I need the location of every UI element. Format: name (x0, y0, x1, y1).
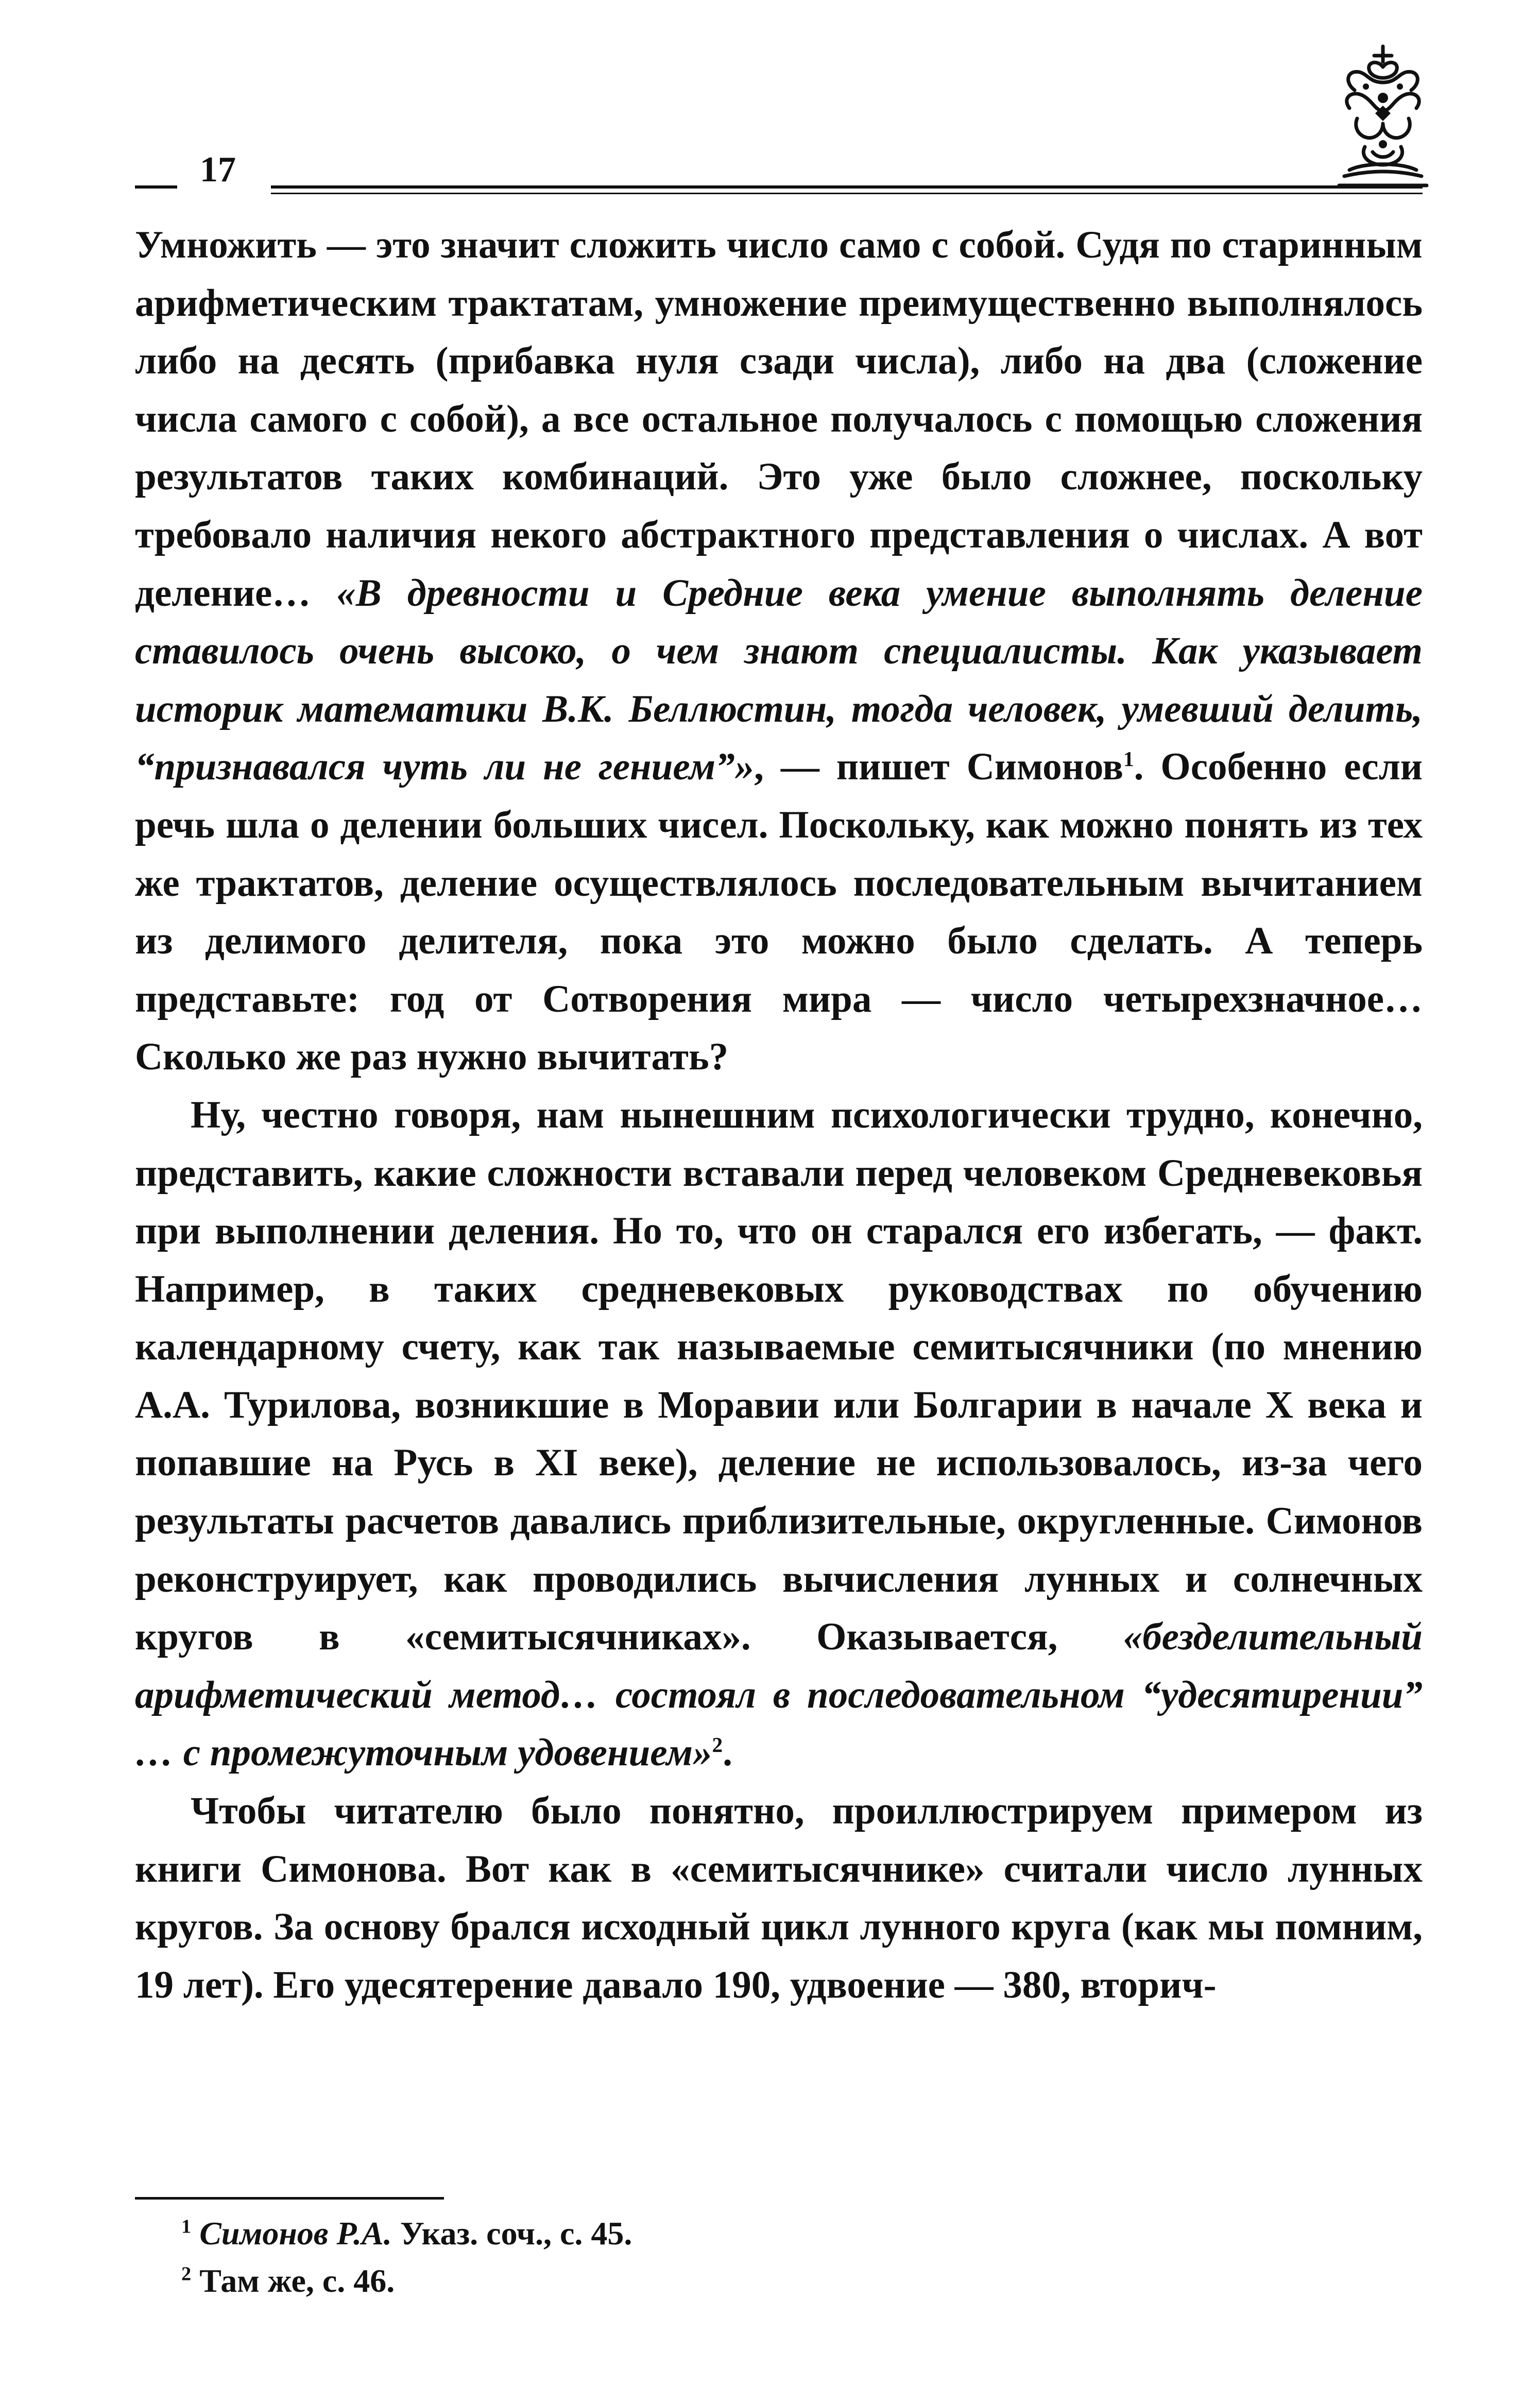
footnote-mark: 1 (181, 2216, 192, 2238)
footnote-ref: 1 (1123, 747, 1134, 771)
footnote-separator (135, 2197, 444, 2200)
paragraph-text: . Особенно если речь шла о делении больших чисел. Поскольку, как можно понять из тех же трактатов, деление осуществлялось последовательным вычитанием из делимого делителя, пока это можно было сделать. А теперь представьте: год от Сотворения мира — число четырехзначное… Сколько же раз нужно вычитать? (135, 745, 1423, 1079)
quotation-text: «безделительный арифметический метод… состоял в последовательном “удесятирении” … с промежуточным удовением» (135, 1615, 1423, 1775)
paragraph-text: Умножить — это значит сложить число само с собой. Судя по старинным арифметическим трактатам, умножение преимущественно выполнялось либо на десять (прибавка нуля сзади числа), либо на два (сложение числа самого с собой), а все остальное получалось с помощью сложения результатов таких комбинаций. Это уже было сложнее, поскольку требовало наличия некого абстрактного представления о числах. А вот деление… (135, 224, 1423, 615)
footnote-ref: 2 (712, 1733, 723, 1757)
header-rule (271, 185, 1423, 189)
footnote-mark: 2 (181, 2263, 192, 2285)
paragraph-text: Чтобы читателю было понятно, проиллюстрируем примером из книги Симонова. Вот как в «семитысячнике» считали число лунных кругов. За основу брался исходный цикл лунного круга (как мы помним, 19 лет). Его удесятерение давало 190, удвоение — 380, вторич- (135, 1790, 1423, 2006)
footnotes (181, 2210, 1417, 2305)
footnote (181, 2210, 1417, 2257)
footnote (181, 2257, 1417, 2305)
header-rule-thin (271, 193, 1423, 194)
footnote-text: Указ. соч., с. 45. (391, 2215, 632, 2252)
body-text (135, 216, 1423, 2014)
footnote-text: Там же, с. 46. (199, 2262, 395, 2299)
header-lead-rule (135, 185, 177, 189)
ornament-icon (1334, 41, 1432, 196)
paragraph (135, 1086, 1423, 1782)
footnote-author: Симонов Р.А. (199, 2215, 392, 2252)
paragraph-text: . (723, 1731, 732, 1775)
paragraph (135, 1782, 1423, 2014)
paragraph (135, 216, 1423, 1086)
quotation-text: «В древности и Средние века умение выполнять деление ставилось очень высоко, о чем знают специалисты. Как указывает историк математики В.К. Беллюстин, тогда человек, умевший делить, “признавался чуть ли не гением”» (135, 571, 1423, 789)
paragraph-text: , — пишет Симонов (754, 745, 1124, 789)
paragraph-text: Ну, честно говоря, нам нынешним психологически трудно, конечно, представить, какие сложности вставали перед человеком Средневековья при выполнении деления. Но то, что он старался его избегать, — факт. Например, в таких средневековых руководствах по обучению календарному счету, как так называемые семитысячники (по мнению А.А. Турилова, возникшие в Моравии или Болгарии в начале X века и попавшие на Русь в XI веке), деление не использовалось, из-за чего результаты расчетов давались приблизительные, округленные. Симонов реконструирует, как проводились вычисления лунных и солнечных кругов в «семитысячниках». Оказывается, (135, 1093, 1423, 1659)
page-header (135, 149, 1423, 196)
page-number: 17 (200, 150, 236, 190)
